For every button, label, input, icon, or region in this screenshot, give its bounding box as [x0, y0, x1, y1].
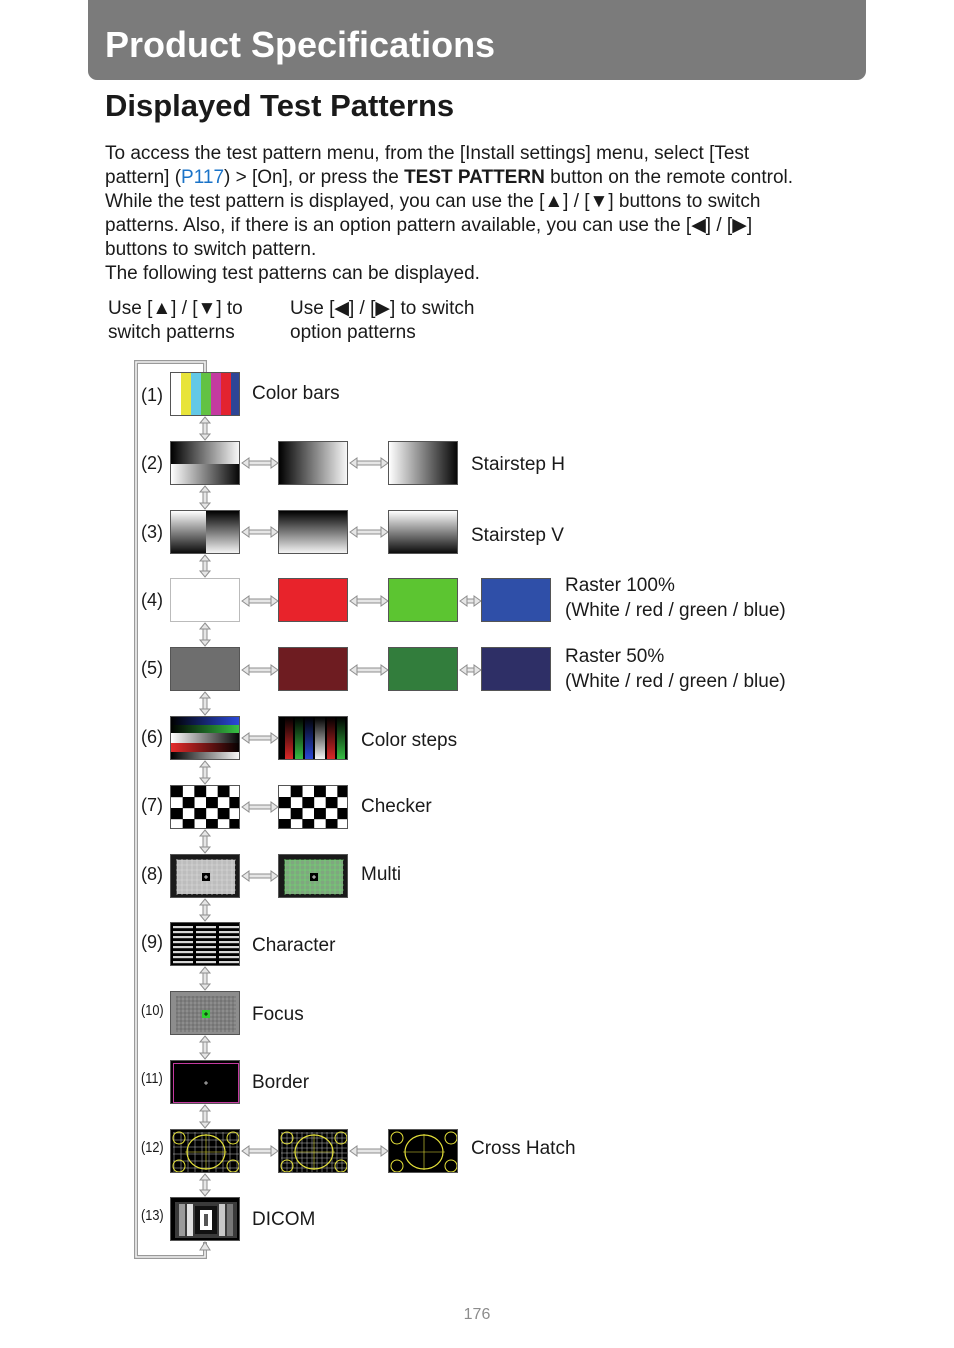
pattern-label-raster-100	[565, 573, 786, 623]
raster-fill	[482, 579, 551, 622]
pattern-number: (7)	[141, 795, 163, 815]
checker-thumbnail	[170, 785, 240, 829]
intro-line-6: The following test patterns can be displayed.	[105, 263, 480, 284]
color-bars-thumbnail	[170, 372, 240, 416]
pattern-label-line: (White / red / green / blue)	[565, 671, 786, 692]
color-steps-option-thumbnail	[278, 716, 348, 760]
intro-text: ) > [On], or press the	[224, 167, 405, 188]
column-heading-line: Use [◀] / [▶] to switch	[290, 298, 475, 319]
pattern-label-stairstep-v: Stairstep V	[471, 525, 564, 546]
raster-100-blue-thumbnail	[481, 578, 551, 622]
page-number: 176	[463, 1306, 491, 1323]
checker-option-thumbnail	[278, 785, 348, 829]
pattern-number: (8)	[141, 864, 163, 884]
pattern-label-line: Raster 100%	[565, 575, 675, 596]
stairstep-v-option-thumbnail	[388, 510, 458, 554]
raster-fill	[279, 648, 348, 691]
raster-50-blue-thumbnail	[481, 647, 551, 691]
focus-thumbnail	[170, 991, 240, 1035]
color-steps-thumbnail	[170, 716, 240, 760]
border-thumbnail	[170, 1060, 240, 1104]
raster-fill	[279, 579, 348, 622]
raster-50-red-thumbnail	[278, 647, 348, 691]
pattern-label-checker: Checker	[361, 796, 432, 817]
character-pattern	[171, 923, 240, 966]
multi-thumbnail	[170, 854, 240, 898]
pattern-label-character: Character	[252, 935, 336, 956]
intro-line-5: buttons to switch pattern.	[105, 239, 317, 260]
stairstep-h-option-thumbnail	[388, 441, 458, 485]
focus-grid	[171, 992, 240, 1035]
pattern-number: (1)	[141, 385, 163, 405]
pattern-label-line: (White / red / green / blue)	[565, 600, 786, 621]
raster-100-green-thumbnail	[388, 578, 458, 622]
intro-line-3: While the test pattern is displayed, you can use the [▲] / [▼] buttons to switch	[105, 191, 761, 212]
page-link-p117[interactable]: P117	[181, 167, 225, 188]
pattern-number: (10)	[141, 1002, 164, 1019]
pattern-label-multi: Multi	[361, 864, 402, 885]
cross-hatch-pattern	[171, 1130, 240, 1173]
pattern-number: (2)	[141, 453, 163, 473]
cross-hatch-pattern	[389, 1130, 458, 1173]
intro-line-1: To access the test pattern menu, from the [Install settings] menu, select [Test	[105, 143, 750, 164]
pattern-number: (6)	[141, 727, 163, 747]
section-title: Displayed Test Patterns	[105, 88, 455, 123]
stairstep-h-thumbnail	[170, 441, 240, 485]
test-pattern-button-name: TEST PATTERN	[404, 167, 545, 188]
raster-100-red-thumbnail	[278, 578, 348, 622]
pattern-label-color-bars: Color bars	[252, 383, 340, 404]
pattern-label-border: Border	[252, 1072, 310, 1093]
intro-text: pattern] (	[105, 167, 182, 188]
cross-hatch-option-thumbnail	[388, 1129, 458, 1173]
pattern-number: (9)	[141, 932, 163, 952]
column-heading-line: switch patterns	[108, 322, 235, 343]
raster-50-white-thumbnail	[170, 647, 240, 691]
intro-line-4: patterns. Also, if there is an option pattern available, you can use the [◀] / [▶]	[105, 215, 753, 236]
raster-fill	[482, 648, 551, 691]
multi-option-thumbnail	[278, 854, 348, 898]
cross-hatch-option-thumbnail	[278, 1129, 348, 1173]
raster-fill	[389, 648, 458, 691]
page-title: Product Specifications	[105, 24, 496, 65]
pattern-number: (13)	[141, 1207, 164, 1224]
intro-text: button on the remote control.	[544, 167, 794, 188]
multi-grid	[171, 855, 240, 898]
raster-50-green-thumbnail	[388, 647, 458, 691]
multi-grid	[279, 855, 348, 898]
pattern-number: (4)	[141, 590, 163, 610]
pattern-number: (3)	[141, 522, 163, 542]
pattern-label-stairstep-h: Stairstep H	[471, 454, 565, 475]
raster-fill	[171, 579, 240, 622]
column-heading-line: Use [▲] / [▼] to	[108, 298, 243, 319]
raster-fill	[171, 648, 240, 691]
checker-pattern	[171, 786, 240, 829]
pattern-number: (5)	[141, 658, 163, 678]
pattern-label-dicom: DICOM	[252, 1209, 316, 1230]
raster-100-white-thumbnail	[170, 578, 240, 622]
stairstep-v-option-thumbnail	[278, 510, 348, 554]
raster-fill	[389, 579, 458, 622]
column-heading-line: option patterns	[290, 322, 416, 343]
pattern-label-focus: Focus	[252, 1004, 304, 1025]
stairstep-v-thumbnail	[170, 510, 240, 554]
pattern-label-raster-50	[565, 644, 786, 694]
stairstep-h-option-thumbnail	[278, 441, 348, 485]
pattern-number: (11)	[141, 1070, 163, 1087]
checker-pattern	[279, 786, 348, 829]
pattern-label-color-steps: Color steps	[361, 730, 458, 751]
cross-hatch-pattern	[279, 1130, 348, 1173]
pattern-label-line: Raster 50%	[565, 646, 665, 667]
dicom-thumbnail	[170, 1197, 240, 1241]
pattern-label-cross-hatch: Cross Hatch	[471, 1138, 576, 1159]
cross-hatch-thumbnail	[170, 1129, 240, 1173]
character-thumbnail	[170, 922, 240, 966]
pattern-number: (12)	[141, 1139, 164, 1156]
